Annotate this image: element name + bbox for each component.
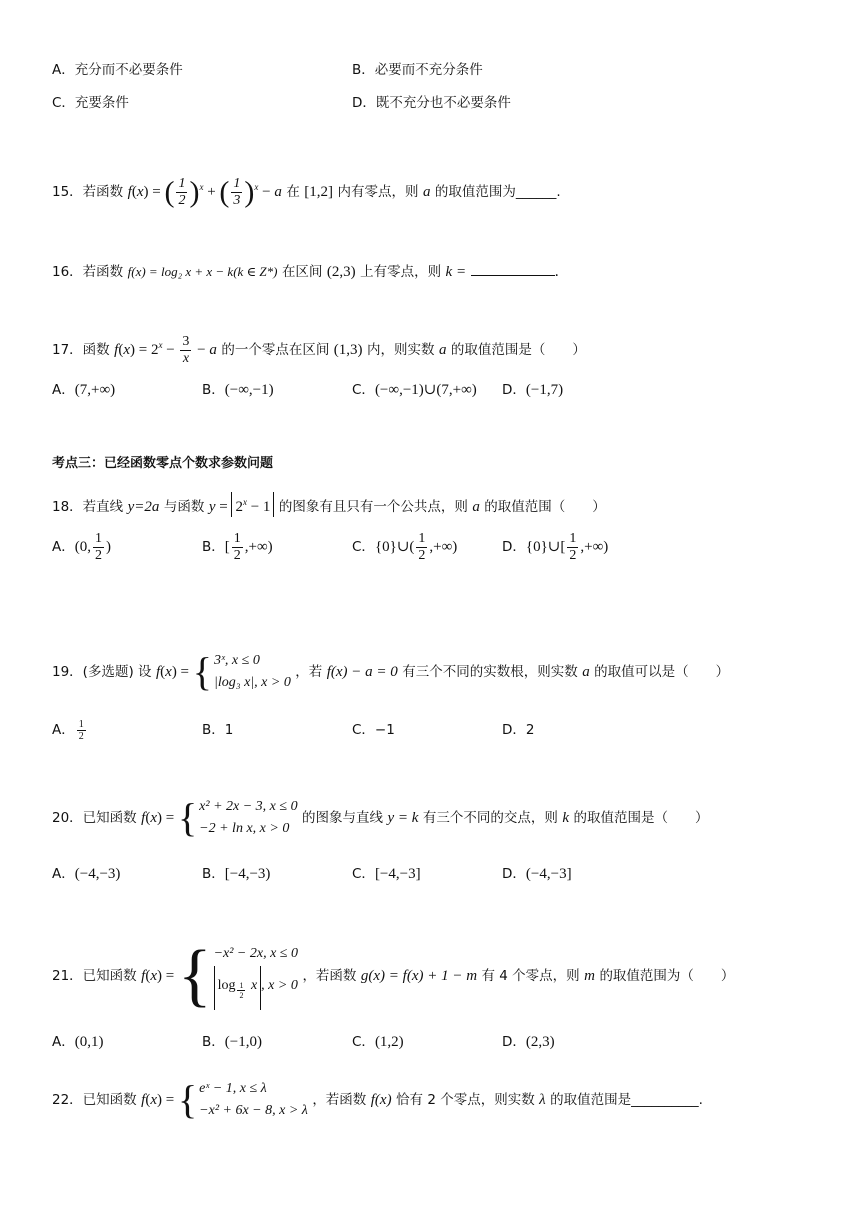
q19-option-c: C．−1 — [352, 722, 395, 738]
answer-blank[interactable] — [471, 275, 555, 276]
q14-option-b: B．必要而不充分条件 — [352, 62, 483, 78]
q20-option-a: A．(−4,−3) — [52, 866, 121, 882]
q17-option-d: D．(−1,7) — [502, 382, 564, 398]
question-15: 15．若函数 f(x) = ( $\frac{1}{2}$ )$^x$ + ( $\frac{1}{3}$ )$^x$ − a 在 [1,2] 内有零点，则 a 的取值范围为______. — [52, 175, 561, 209]
q17-option-b: B．(−∞,−1) — [202, 382, 274, 398]
q20-option-b: B．[−4,−3) — [202, 866, 271, 882]
q21-option-c: C．(1,2) — [352, 1034, 404, 1050]
q18-formula: $y = 2^x - 1$ — [209, 499, 275, 515]
q21-option-a: A．(0,1) — [52, 1034, 104, 1050]
question-17: 17．函数 $f(x) = 2^x$ − $\frac{3}{x}$ − a 的一个零点在区间 (1,3) 内，则实数 a 的取值范围是（ ） — [52, 334, 586, 367]
question-21: 21．已知函数 f(x) = { −x² − 2x, x ≤ 0 log $_{\frac{1}{2}}$ x , x > 0 ，若函数 g(x) = f(x) + 1 − m 有 4 个零点，则 m 的取值范围为（ ） — [52, 937, 735, 1014]
q19-option-b: B．1 — [202, 722, 234, 738]
q18-option-a: A．(0, $\frac{1}{2}$ ) — [52, 531, 111, 564]
q19-piecewise: { 3ˣ, x ≤ 0 |log₃ x|, x > 0 — [192, 649, 291, 694]
q22-piecewise: { eˣ − 1, x ≤ λ −x² + 6x − 8, x > λ — [177, 1077, 308, 1122]
q14-option-c: C．充要条件 — [52, 95, 129, 111]
q20-option-d: D．(−4,−3] — [502, 866, 572, 882]
q17-option-c: C．(−∞,−1)∪(7,+∞) — [352, 382, 477, 398]
question-22: 22．已知函数 f(x) = { eˣ − 1, x ≤ λ −x² + 6x − 8, x > λ ，若函数 f(x) 恰有 2 个零点，则实数 λ 的取值范围是__________. — [52, 1077, 703, 1122]
q15-formula: f(x) = ( $\frac{1}{2}$ )$^x$ + ( $\frac{1}{3}$ )$^x$ − a — [127, 175, 282, 209]
q17-option-a: A．(7,+∞) — [52, 382, 116, 398]
q20-option-c: C．[−4,−3] — [352, 866, 421, 882]
q21-option-d: D．(2,3) — [502, 1034, 555, 1050]
q21-piecewise: { −x² − 2x, x ≤ 0 log $_{\frac{1}{2}}$ x , x > 0 — [177, 937, 298, 1014]
q21-option-b: B．(−1,0) — [202, 1034, 262, 1050]
q19-option-a: A． $\frac{1}{2}$ — [52, 718, 84, 742]
q20-piecewise: { x² + 2x − 3, x ≤ 0 −2 + ln x, x > 0 — [177, 795, 298, 840]
q14-option-d: D．既不充分也不必要条件 — [352, 95, 511, 111]
section-heading: 考点三：已经函数零点个数求参数问题 — [52, 456, 274, 471]
question-18: 18．若直线 y=2a 与函数 $y = 2^x - 1$ 的图象有且只有一个公共点，则 a 的取值范围（ ） — [52, 492, 606, 517]
q18-option-d: D．{0}∪[ $\frac{1}{2}$ ,+∞) — [502, 531, 609, 564]
q17-formula: $f(x) = 2^x$ − $\frac{3}{x}$ − a — [114, 334, 217, 367]
question-20: 20．已知函数 f(x) = { x² + 2x − 3, x ≤ 0 −2 + ln x, x > 0 的图象与直线 y = k 有三个不同的交点，则 k 的取值范围是（ ） — [52, 795, 709, 840]
question-19: 19．(多选题) 设 f(x) = { 3ˣ, x ≤ 0 |log₃ x|, x > 0 ，若 f(x) − a = 0 有三个不同的实数根，则实数 a 的取值可以是（ ） — [52, 649, 730, 694]
q18-option-b: B．[ $\frac{1}{2}$ ,+∞) — [202, 531, 273, 564]
q14-option-a: A．充分而不必要条件 — [52, 62, 183, 78]
q19-option-d: D．2 — [502, 722, 535, 738]
question-16: 16．若函数 f(x) = log₂ x + x − k(k ∈ Z*) 在区间 (2,3) 上有零点，则 k = . — [52, 264, 559, 280]
q18-option-c: C．{0}∪( $\frac{1}{2}$ ,+∞) — [352, 531, 458, 564]
